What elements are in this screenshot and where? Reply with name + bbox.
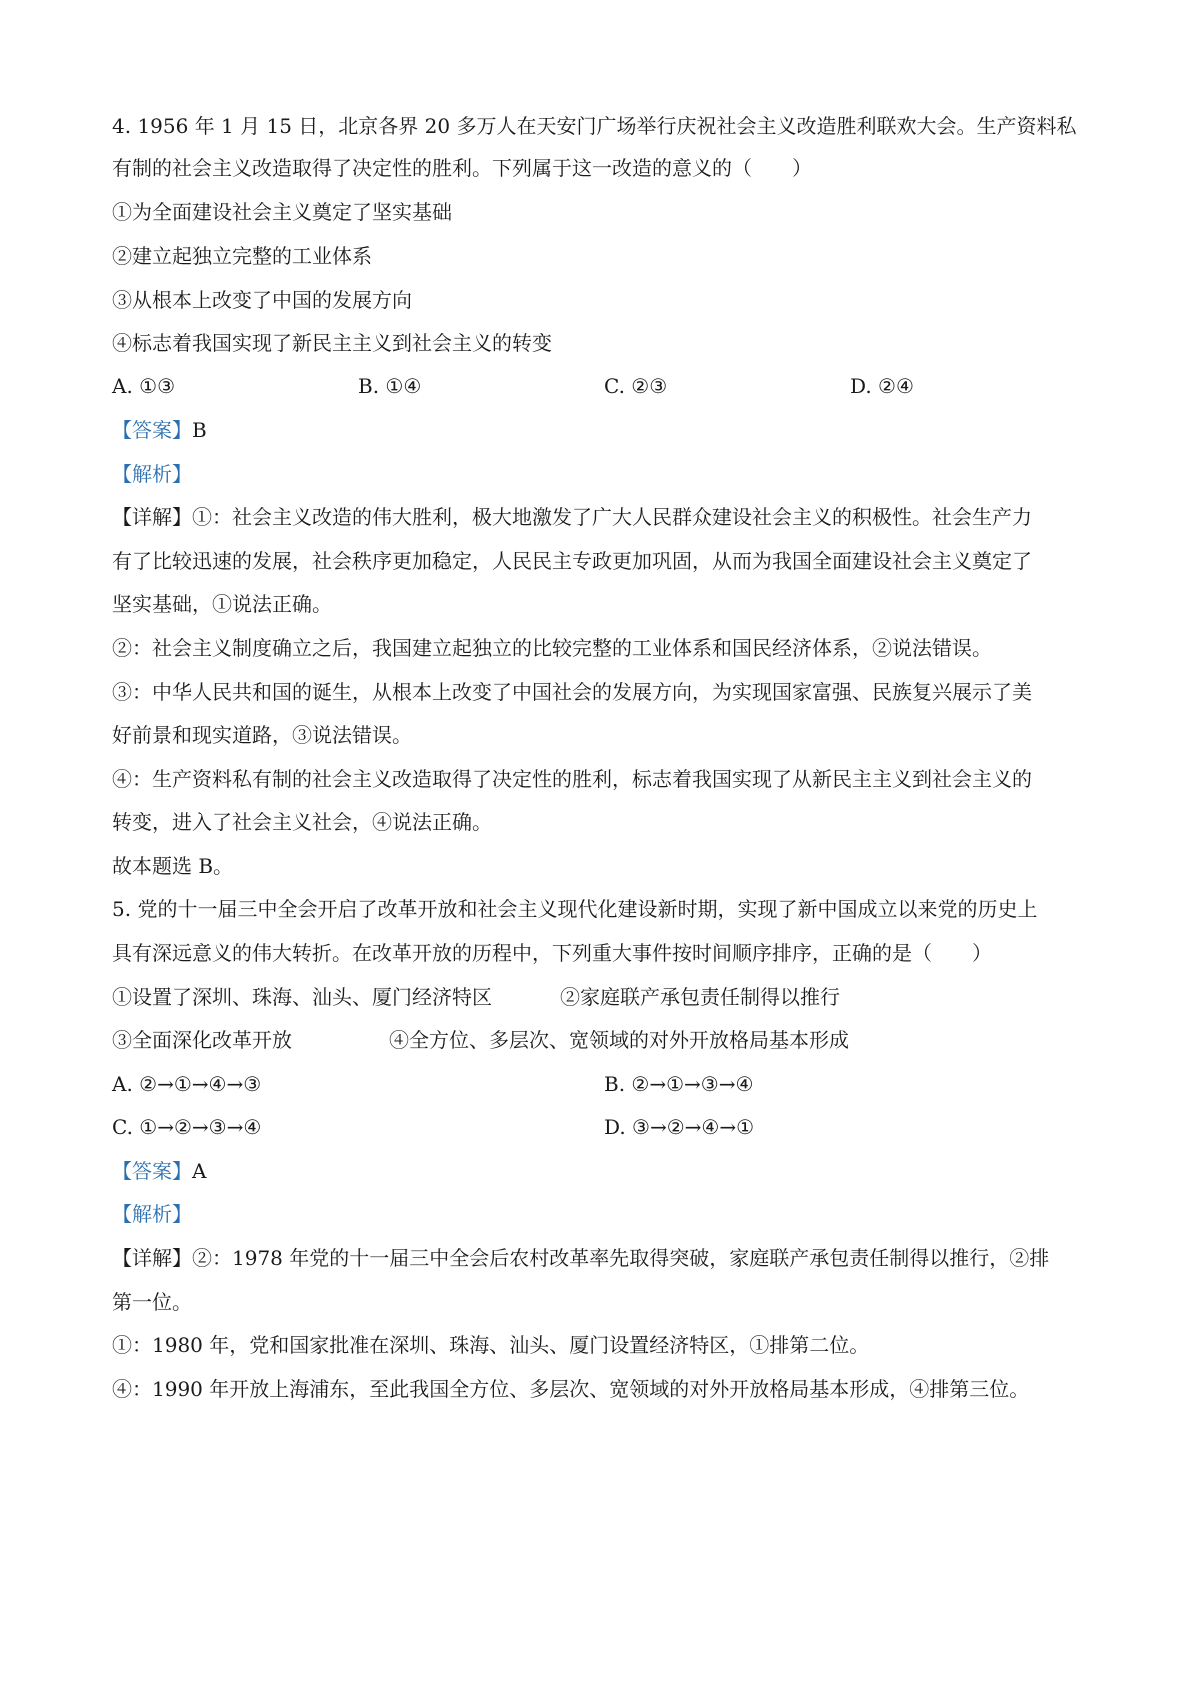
q4-item-1: ①为全面建设社会主义奠定了坚实基础 <box>112 200 452 224</box>
q5-detail-tag: 【详解】 <box>112 1246 192 1270</box>
q4-stem-line-1: 4. 1956 年 1 月 15 日，北京各界 20 多万人在天安门广场举行庆祝社会主义改造胜利联欢大会。生产资料私 <box>112 114 1077 138</box>
q5-analysis <box>112 1200 1102 1228</box>
q4-detail-line-8: 转变，进入了社会主义社会，④说法正确。 <box>112 810 492 834</box>
q4-conclusion: 故本题选 B。 <box>112 854 234 878</box>
q4-analysis-tag: 【解析】 <box>112 462 192 486</box>
q4-detail-line-3: 坚实基础，①说法正确。 <box>112 592 332 616</box>
q5-analysis-tag: 【解析】 <box>112 1202 192 1226</box>
q4-answer-value: B <box>192 418 207 442</box>
q5-answer <box>112 1157 1102 1185</box>
q4-option-b: B. ①④ <box>358 374 422 398</box>
q5-detail-line-4: ④：1990 年开放上海浦东，至此我国全方位、多层次、宽领域的对外开放格局基本形成，④排第三位。 <box>112 1377 1030 1401</box>
q4-item-2: ②建立起独立完整的工业体系 <box>112 244 372 268</box>
q5-item-2: ②家庭联产承包责任制得以推行 <box>560 985 840 1009</box>
q4-item-4: ④标志着我国实现了新民主主义到社会主义的转变 <box>112 331 552 355</box>
q4-option-a: A. ①③ <box>112 374 176 398</box>
q4-detail-line-4: ②：社会主义制度确立之后，我国建立起独立的比较完整的工业体系和国民经济体系，②说法错误。 <box>112 636 992 660</box>
q5-detail-line-2: 第一位。 <box>112 1290 192 1314</box>
q4-detail-text-1: ①：社会主义改造的伟大胜利，极大地激发了广大人民群众建设社会主义的积极性。社会生产力 <box>192 505 1032 529</box>
q4-stem-line-2: 有制的社会主义改造取得了决定性的胜利。下列属于这一改造的意义的（ ） <box>112 156 812 180</box>
q4-detail-line-2: 有了比较迅速的发展，社会秩序更加稳定，人民民主专政更加巩固，从而为我国全面建设社会主义奠定了 <box>112 549 1032 573</box>
q5-item-1: ①设置了深圳、珠海、汕头、厦门经济特区 <box>112 985 492 1009</box>
q4-detail-tag: 【详解】 <box>112 505 192 529</box>
q4-option-c: C. ②③ <box>604 374 668 398</box>
q5-option-d: D. ③→②→④→① <box>604 1115 755 1139</box>
q5-answer-value: A <box>192 1159 207 1183</box>
q5-answer-tag: 【答案】 <box>112 1159 192 1183</box>
q5-detail-text-1: ②：1978 年党的十一届三中全会后农村改革率先取得突破，家庭联产承包责任制得以推行，②排 <box>192 1246 1050 1270</box>
q4-item-3: ③从根本上改变了中国的发展方向 <box>112 288 412 312</box>
q5-detail-line-3: ①：1980 年，党和国家批准在深圳、珠海、汕头、厦门设置经济特区，①排第二位。 <box>112 1333 870 1357</box>
q4-answer-tag: 【答案】 <box>112 418 192 442</box>
q4-detail-line-7: ④：生产资料私有制的社会主义改造取得了决定性的胜利，标志着我国实现了从新民主主义到社会主义的 <box>112 767 1032 791</box>
q5-option-c: C. ①→②→③→④ <box>112 1115 262 1139</box>
q4-analysis <box>112 460 1102 488</box>
q5-option-b: B. ②→①→③→④ <box>604 1072 754 1096</box>
q5-detail-line-1 <box>112 1244 1102 1272</box>
q5-item-4: ④全方位、多层次、宽领域的对外开放格局基本形成 <box>389 1028 849 1052</box>
q5-option-a: A. ②→①→④→③ <box>112 1072 262 1096</box>
q4-detail-line-6: 好前景和现实道路，③说法错误。 <box>112 723 412 747</box>
q4-answer <box>112 416 1102 444</box>
q4-detail-line-1 <box>112 503 1102 531</box>
q5-item-3: ③全面深化改革开放 <box>112 1028 292 1052</box>
q5-stem-line-1: 5. 党的十一届三中全会开启了改革开放和社会主义现代化建设新时期，实现了新中国成立以来党的历史上 <box>112 897 1038 921</box>
q4-option-d: D. ②④ <box>850 374 914 398</box>
q4-detail-line-5: ③：中华人民共和国的诞生，从根本上改变了中国社会的发展方向，为实现国家富强、民族复兴展示了美 <box>112 680 1032 704</box>
q5-stem-line-2: 具有深远意义的伟大转折。在改革开放的历程中，下列重大事件按时间顺序排序，正确的是（ ） <box>112 941 992 965</box>
